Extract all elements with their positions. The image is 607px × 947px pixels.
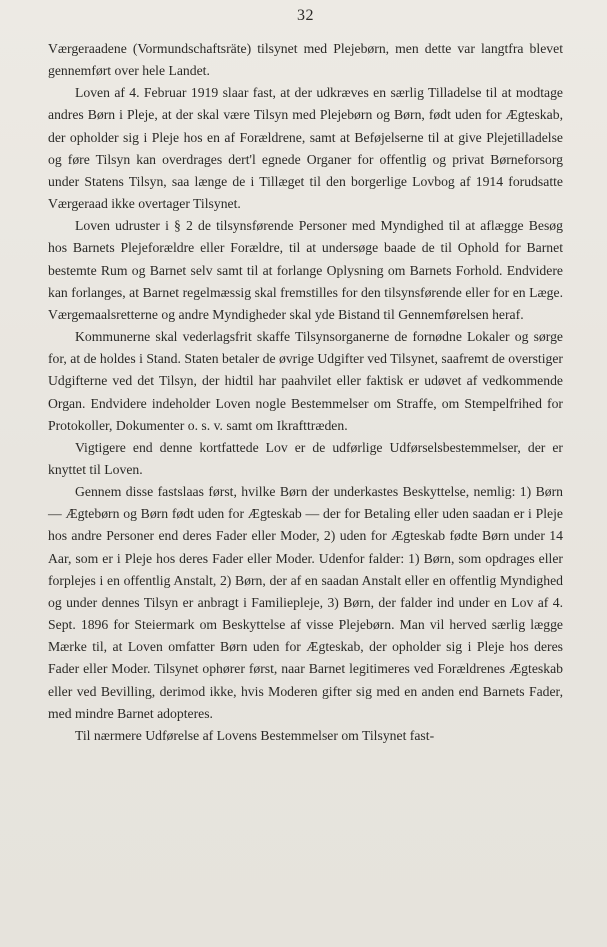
paragraph-6: Gennem disse fastslaas først, hvilke Børn der underkastes Beskyttelse, nemlig: 1) Børn — Ægtebørn og Børn født uden for Ægteskab — der for Betaling eller uden saadan er i Pleje hos andre Personer end deres Fader eller Moder, 2) uden for Ægteskab fødte Børn under 14 Aar, som er i Pleje hos deres Fader eller Moder. Udenfor falder: 1) Børn, som opdrages eller forplejes i en offentlig Anstalt, 2) Børn, der af en saadan Anstalt eller en offentlig Myndighed og under dennes Tilsyn er anbragt i Familiepleje, 3) Børn, der falder ind under en Lov af 4. Sept. 1896 for Steiermark om Beskyttelse af visse Plejebørn. Man vil herved særlig lægge Mærke til, at Loven omfatter Børn uden for Ægteskab, der opholder sig i Pleje hos deres Fader eller Moder. Tilsynet ophører først, naar Barnet legitimeres ved Forældrenes Ægteskab eller ved Bevilling, derimod ikke, hvis Moderen gifter sig med en anden end Barnets Fader, med mindre Barnet adopteres.	[48, 484, 563, 721]
paragraph-3: Loven udruster i § 2 de tilsynsførende Personer med Myndighed til at aflægge Besøg hos Barnets Plejeforældre eller Forældre, til at undersøge baade de til Ophold for Barnet bestemte Rum og Barnet selv samt til at forlange Oplysning om Barnets Forhold. Endvidere kan forlanges, at Barnet regelmæssig skal fremstilles for den tilsynsførende eller for en Læge. Værgemaalsretterne og andre Myndigheder skal yde Bistand til Gennemførelsen heraf.	[48, 218, 563, 322]
body-text	[48, 38, 563, 747]
paragraph-1: Værgeraadene (Vormundschaftsräte) tilsynet med Plejebørn, men dette var langtfra blevet gennemført over hele Landet.	[48, 41, 563, 79]
paragraph-7: Til nærmere Udførelse af Lovens Bestemmelser om Tilsynet fast-	[75, 727, 435, 743]
page-number: 32	[297, 7, 314, 24]
paragraph-5: Vigtigere end denne kortfattede Lov er de udførlige Udførselsbestemmelser, der er knyttet til Loven.	[48, 439, 563, 477]
paragraph-4: Kommunerne skal vederlagsfrit skaffe Tilsynsorganerne de fornødne Lokaler og sørge for, at de holdes i Stand. Staten betaler de øvrige Udgifter ved Tilsynet, saafremt de overstiger Udgifterne ved det Tilsyn, der hidtil har paahvilet eller faktisk er udøvet af vedkommende Organ. Endvidere indeholder Loven nogle Bestemmelser om Straffe, om Stempelfrihed for Protokoller, Dokumenter o. s. v. samt om Ikrafttræden.	[48, 329, 563, 433]
paragraph-2: Loven af 4. Februar 1919 slaar fast, at der udkræves en særlig Tilladelse til at modtage andres Børn i Pleje, at der skal være Tilsyn med Plejebørn og Børn, født uden for Ægteskab, der opholder sig i Pleje hos en af Forældrene, samt at Beføjelserne til at give Plejetilladelse og føre Tilsyn kan overdrages dert'l egnede Organer for offentlig og privat Børneforsorg under Statens Tilsyn, saa længe de i Tillæget til den borgerlige Lovbog af 1914 forudsatte Værgeraad ikke overtager Tilsynet.	[48, 85, 563, 212]
